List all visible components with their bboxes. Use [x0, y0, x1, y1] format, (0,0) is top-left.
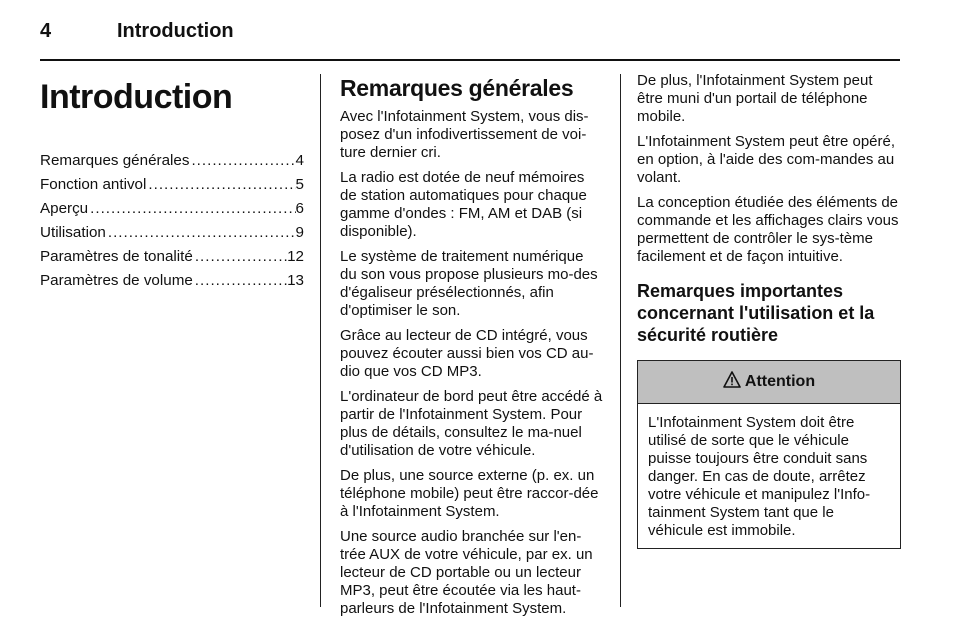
- body-paragraph: La radio est dotée de neuf mémoires de station automatiques pour chaque gamme d'ondes : FM, AM et DAB (si disponible).: [340, 169, 587, 240]
- body-paragraph: De plus, l'Infotainment System peut être muni d'un portail de téléphone mobile.: [637, 72, 873, 125]
- warning-title: Attention: [744, 373, 816, 390]
- toc-page: 13: [287, 272, 304, 289]
- column-divider-2: [620, 74, 621, 607]
- body-paragraph: L'Infotainment System peut être opéré, en option, à l'aide des com-mandes au volant.: [637, 133, 896, 186]
- toc-leader: [88, 197, 295, 221]
- toc-entry-tonalite[interactable]: [40, 245, 304, 269]
- toc-leader: [189, 149, 295, 173]
- toc-page: 5: [295, 176, 304, 193]
- toc-page: 6: [295, 200, 304, 217]
- toc-entry-apercu[interactable]: [40, 197, 304, 221]
- section-heading: Remarques générales: [340, 75, 574, 101]
- body-paragraph: De plus, une source externe (p. ex. un téléphone mobile) peut être raccor-dée à l'Infotainment System.: [340, 467, 599, 520]
- toc-entry-antivol[interactable]: [40, 173, 304, 197]
- warning-body: [638, 404, 900, 548]
- body-paragraph: Grâce au lecteur de CD intégré, vous pouvez écouter aussi bien vos CD au-dio que vos CD MP3.: [340, 327, 594, 380]
- warning-text: L'Infotainment System doit être utilisé de sorte que le véhicule puisse toujours être conduit sans danger. En cas de doute, arrêtez votre véhicule et manipulez l'Info-tainment System tant que le véhicule est immobile.: [648, 414, 871, 539]
- toc-leader: [193, 269, 287, 293]
- toc-leader: [106, 221, 296, 245]
- toc-label: Paramètres de volume: [40, 272, 193, 289]
- toc-leader: [146, 173, 295, 197]
- header-rule: [40, 59, 900, 61]
- toc-label: Fonction antivol: [40, 176, 147, 193]
- right-column: [637, 72, 901, 549]
- warning-box: [637, 360, 901, 549]
- body-paragraph: Le système de traitement numérique du son vous propose plusieurs mo-des d'égaliseur présélectionnés, afin d'optimiser le son.: [340, 248, 598, 319]
- body-paragraph: Une source audio branchée sur l'en-trée AUX de votre véhicule, par ex. un lecteur de CD portable ou un lecteur MP3, peut être écoutée via les haut-parleurs de l'Infotainment System.: [340, 528, 593, 617]
- body-paragraph: La conception étudiée des éléments de commande et les affichages clairs vous permettent de contrôler le sys-tème facilement et de façon intuitive.: [637, 194, 899, 265]
- middle-column: [340, 72, 604, 625]
- toc-label: Paramètres de tonalité: [40, 248, 193, 265]
- subsection-heading: Remarques importantes concernant l'utilisation et la sécurité routière: [637, 281, 875, 345]
- toc-page: 9: [295, 224, 304, 241]
- toc-leader: [193, 245, 287, 269]
- column-divider-1: [320, 74, 321, 607]
- toc-label: Aperçu: [40, 200, 89, 217]
- warning-header: [638, 361, 900, 404]
- toc-entry-remarques[interactable]: [40, 149, 304, 173]
- page-number: 4: [40, 20, 52, 42]
- table-of-contents: [40, 149, 304, 293]
- toc-label: Remarques générales: [40, 152, 190, 169]
- body-paragraph: L'ordinateur de bord peut être accédé à partir de l'Infotainment System. Pour plus de détails, consultez le ma-nuel d'utilisation de votre véhicule.: [340, 388, 603, 459]
- toc-page: 12: [287, 248, 304, 265]
- chapter-title: Introduction: [40, 78, 233, 116]
- toc-page: 4: [295, 152, 304, 169]
- toc-label: Utilisation: [40, 224, 106, 241]
- warning-triangle-icon: [723, 371, 741, 393]
- header-title: Introduction: [117, 20, 234, 42]
- body-paragraph: Avec l'Infotainment System, vous dis-posez d'un infodivertissement de voi-ture dernier cri.: [340, 108, 589, 161]
- toc-entry-utilisation[interactable]: [40, 221, 304, 245]
- left-column: [40, 72, 304, 293]
- toc-entry-volume[interactable]: [40, 269, 304, 293]
